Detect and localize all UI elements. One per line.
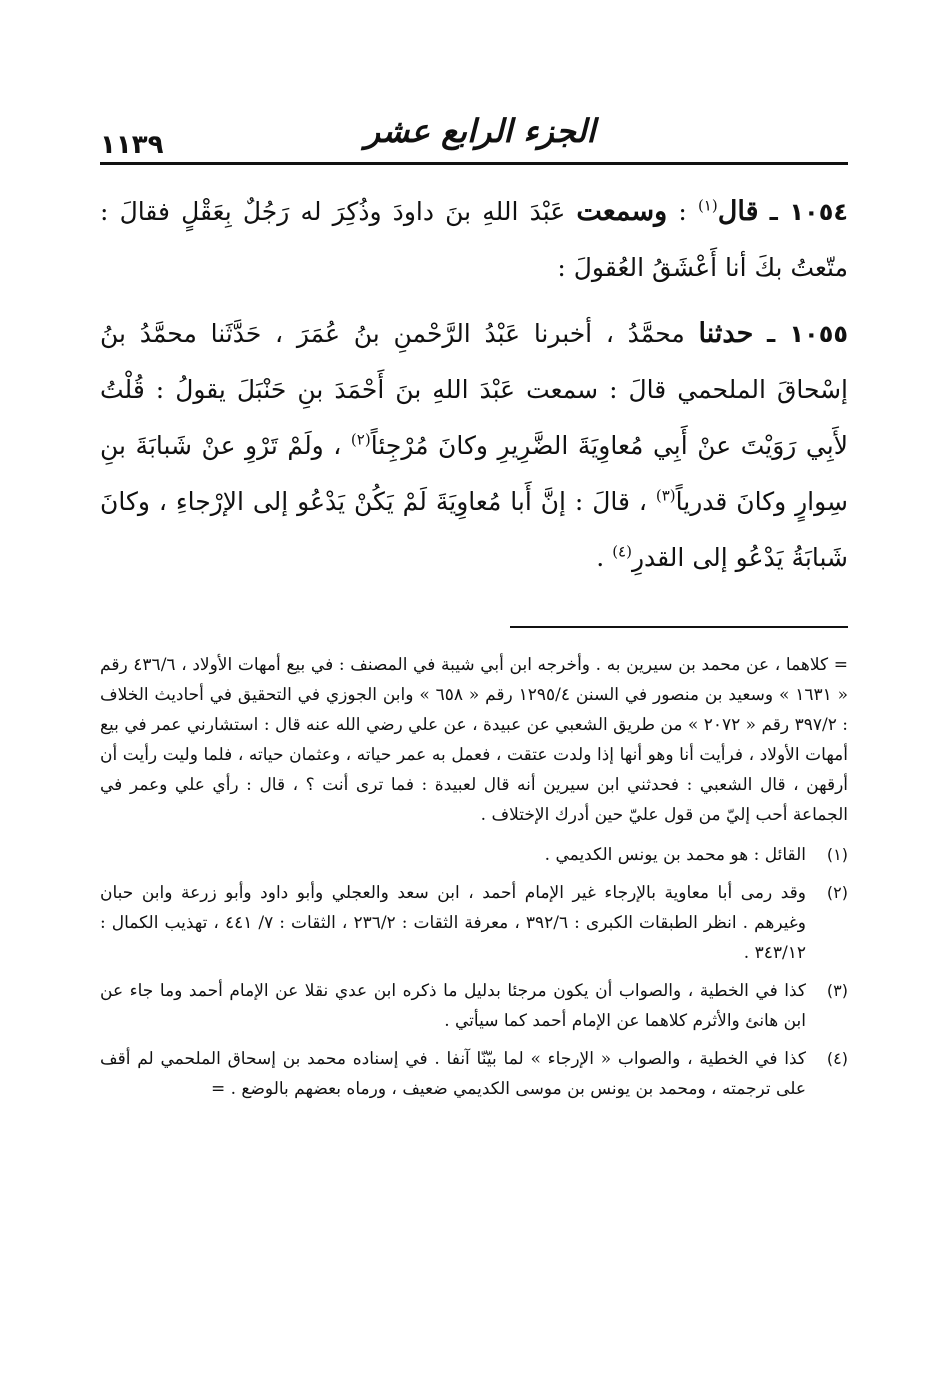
footnote-text: القائل : هو محمد بن يونس الكديمي . (544, 845, 806, 865)
paragraph-text: ، قالَ : إنَّ أَبا مُعاوِيَةَ لَمْ يَكُنْ يَدْعُو إلى الإرْجاءِ ، وكانَ شَبابَةُ يَدْعُو إلى القدرِ (100, 487, 848, 572)
footnote-4 (100, 1044, 848, 1104)
footnote-ref: (١) (697, 196, 718, 215)
footnote-ref: (٢) (350, 430, 371, 449)
paragraph-number: ١٠٥٥ ـ (767, 320, 848, 348)
footnote-continuation: = كلاهما ، عن محمد بن سيرين به . وأخرجه ابن أبي شيبة في المصنف : في بيع أمهات الأولاد ، ٤٣٦/٦ رقم « ١٦٣١ » وسعيد بن منصور في السنن ١٢٩٥/٤ رقم « ٦٥٨ » وابن الجوزي في التحقيق في أحاديث الخلاف : ٣٩٧/٢ رقم « ٢٠٧٢ » من طريق الشعبي عن عبيدة ، عن علي رضي الله عنه قال : استشارني عمر في بيع أمهات الأولاد ، فرأيت أنا وهو أنها إذا ولدت عتقت ، فعمل به عمر حياته ، وعثمان حياته ، فلما وليت رأيت أن أرقهن ، قال الشعبي : فحدثني ابن سيرين أنه قال لعبيدة : فما ترى أنت ؟ ، قال : رأي علي وعمر في الجماعة أحب إليّ من قول عليّ حين أدرك الإختلاف . (100, 655, 848, 825)
footnote-mark: (٣) (826, 981, 848, 1000)
page-header (100, 108, 848, 158)
paragraph-1054 (100, 184, 848, 296)
lead-word: قال (717, 196, 759, 227)
paragraph-text: عَبْدَ اللهِ بنَ داودَ وذُكِرَ له رَجُلٌ بِعَقْلٍ فقالَ : متّعتُ بكَ أنا أَعْشَقُ العُقولَ : (100, 197, 848, 282)
footnote-mark: (٤) (826, 1049, 848, 1068)
footnote-text: كذا في الخطية ، والصواب أن يكون مرجئا بدليل ما ذكره ابن عدي نقلا عن الإمام أحمد وما جاء عن ابن هانئ والأثرم كلاهما عن الإمام أحمد كما سيأتي . (100, 981, 806, 1031)
footnote-separator (510, 626, 848, 628)
footnote-ref: (٣) (655, 486, 676, 505)
main-text (100, 184, 848, 596)
footnotes (100, 650, 848, 1112)
lead-word: حدثنا (698, 318, 754, 349)
footnote-ref: (٤) (612, 542, 632, 561)
footnote-text: كذا في الخطية ، والصواب « الإرجاء » لما بيّنّا آنفا . في إسناده محمد بن إسحاق الملحمي لم أقف على ترجمته ، ومحمد بن يونس بن موسى الكديمي ضعيف ، ورماه بعضهم بالوضع . = (100, 1049, 806, 1099)
paragraph-text: . (596, 543, 613, 572)
paragraph-text: محمَّدُ ، أخبرنا عَبْدُ الرَّحْمنِ بنُ عُمَرَ ، حَدَّثَنا محمَّدُ بنُ إسْحاقَ الملحمي قالَ : سمعت عَبْدَ اللهِ بنَ أَحْمَدَ بنِ حَنْبَلَ يقولُ : قُلْتُ لأَبِي رَوَيْتَ عنْ أَبِي مُعاوِيَةَ الضَّرِيرِ وكانَ مُرْجِئاً (100, 319, 848, 460)
footnote-mark: (١) (826, 845, 848, 864)
footnote-2 (100, 878, 848, 968)
paragraph-text: ، ولَمْ تَرْوِ عنْ شَبابَةَ بنِ سِوارٍ وكانَ قدرياً (100, 431, 848, 516)
paragraph-number: ١٠٥٤ ـ (769, 198, 848, 226)
lead-word: وسمعت (576, 196, 668, 227)
header-rule (100, 162, 848, 165)
page-number: ١١٣٩ (100, 130, 164, 160)
paragraph-1055 (100, 306, 848, 586)
footnote-3 (100, 976, 848, 1036)
paragraph-text: : (667, 197, 698, 226)
footnote-1 (100, 840, 848, 870)
footnote-mark: (٢) (826, 883, 848, 902)
running-title: الجزء الرابع عشر (364, 112, 596, 150)
footnote-text: وقد رمى أبا معاوية بالإرجاء غير الإمام أحمد ، ابن سعد والعجلي وأبو داود وأبو زرعة وابن حبان وغيرهم . انظر الطبقات الكبرى : ٣٩٢/٦ ، معرفة الثقات : ٢٣٦/٢ ، الثقات : ٧/ ٤٤١ ، تهذيب الكمال : ٣٤٣/١٢ . (100, 883, 806, 963)
